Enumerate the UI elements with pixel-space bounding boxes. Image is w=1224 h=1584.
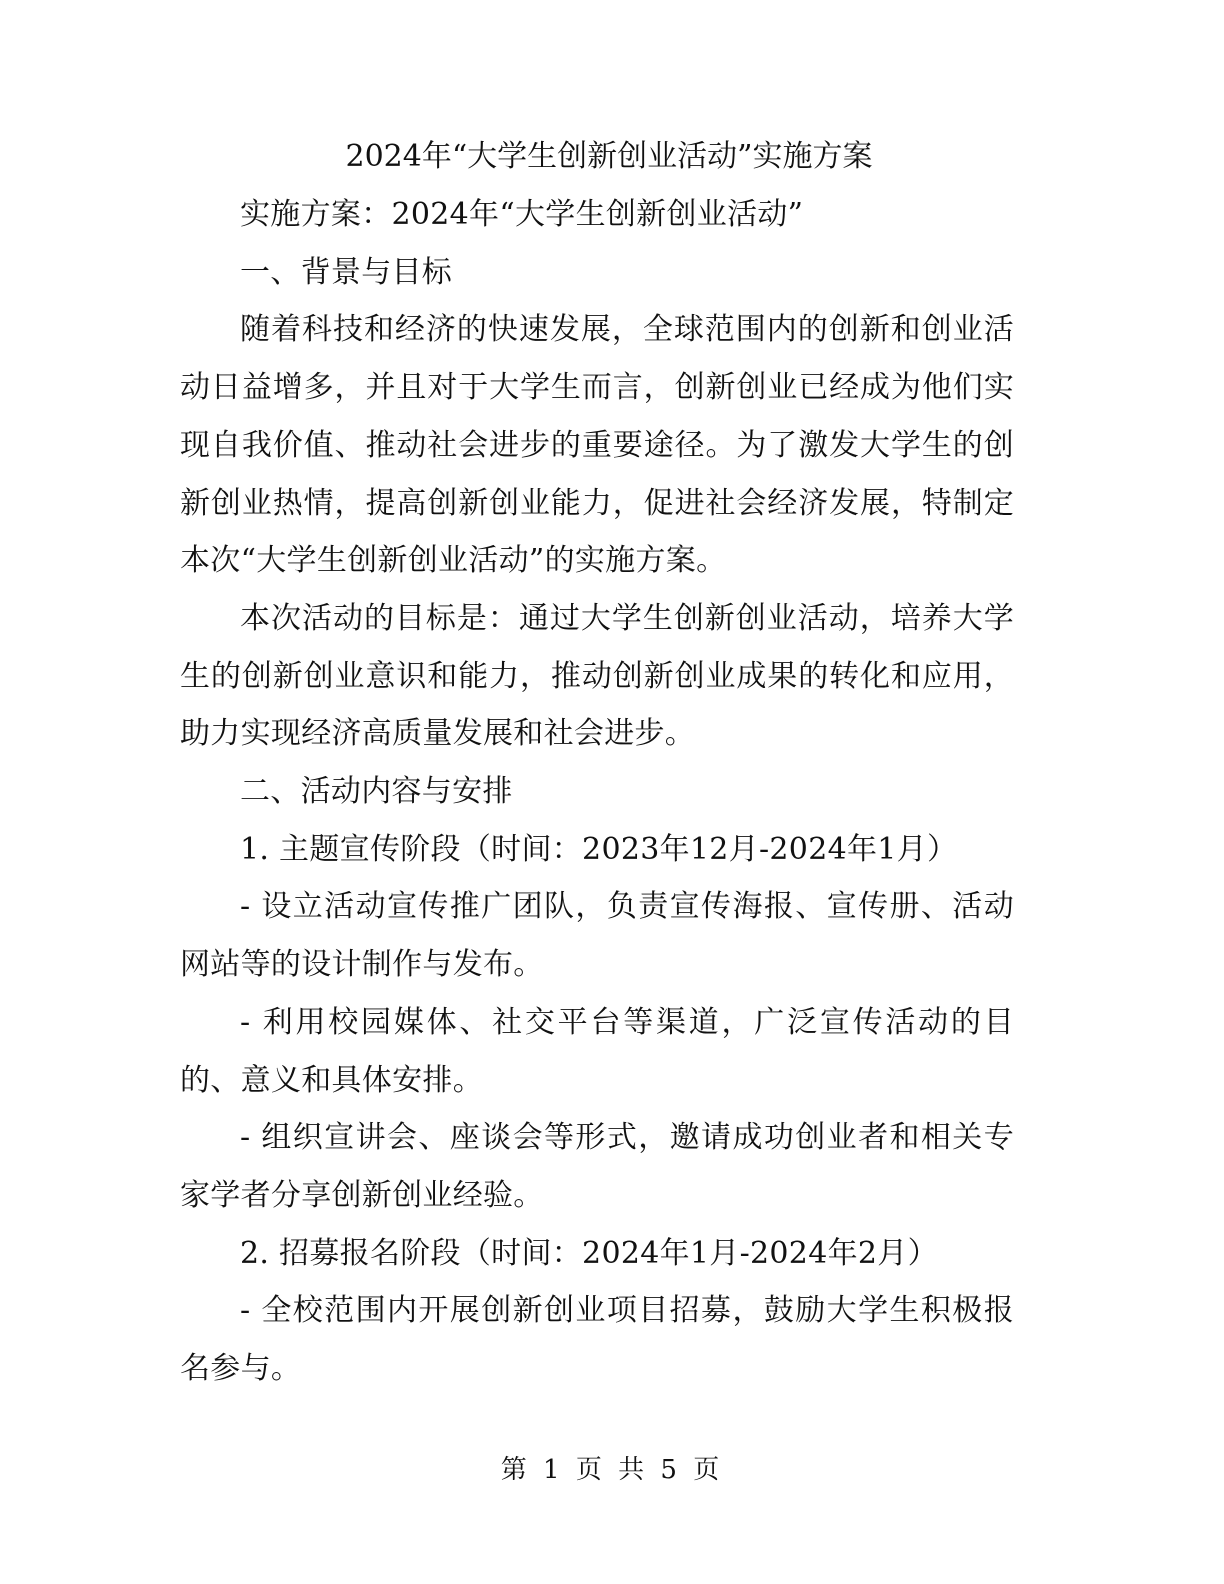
- paragraph-intro: 实施方案：2024年“大学生创新创业活动”: [240, 197, 804, 232]
- section-heading-background: 一、背景与目标: [240, 254, 453, 290]
- document-title: 2024年“大学生创新创业活动”实施方案: [345, 139, 873, 174]
- list-item: - 利用校园媒体、社交平台等渠道，广泛宣传活动的目的、意义和具体安排。: [180, 1004, 1014, 1098]
- document-page: [180, 128, 1014, 1398]
- page-footer: 第 1 页 共 5 页: [500, 1455, 724, 1485]
- list-item: - 组织宣讲会、座谈会等形式，邀请成功创业者和相关专家学者分享创新创业经验。: [180, 1120, 1014, 1213]
- paragraph-background: 随着科技和经济的快速发展，全球范围内的创新和创业活动日益增多，并且对于大学生而言，创新创业已经成为他们实现自我价值、推动社会进步的重要途径。为了激发大学生的创新创业热情，提高创新创业能力，促进社会经济发展，特制定本次“大学生创新创业活动”的实施方案。: [180, 312, 1014, 579]
- stage-heading-recruitment: 2. 招募报名阶段（时间：2024年1月-2024年2月）: [240, 1235, 938, 1271]
- paragraph-goal: 本次活动的目标是：通过大学生创新创业活动，培养大学生的创新创业意识和能力，推动创新创业成果的转化和应用，助力实现经济高质量发展和社会进步。: [180, 600, 1014, 752]
- section-heading-content: 二、活动内容与安排: [240, 774, 513, 810]
- list-item: - 设立活动宣传推广团队，负责宣传海报、宣传册、活动网站等的设计制作与发布。: [180, 889, 1014, 983]
- stage-heading-promotion: 1. 主题宣传阶段（时间：2023年12月-2024年1月）: [240, 831, 958, 867]
- list-item: - 全校范围内开展创新创业项目招募，鼓励大学生积极报名参与。: [180, 1293, 1014, 1387]
